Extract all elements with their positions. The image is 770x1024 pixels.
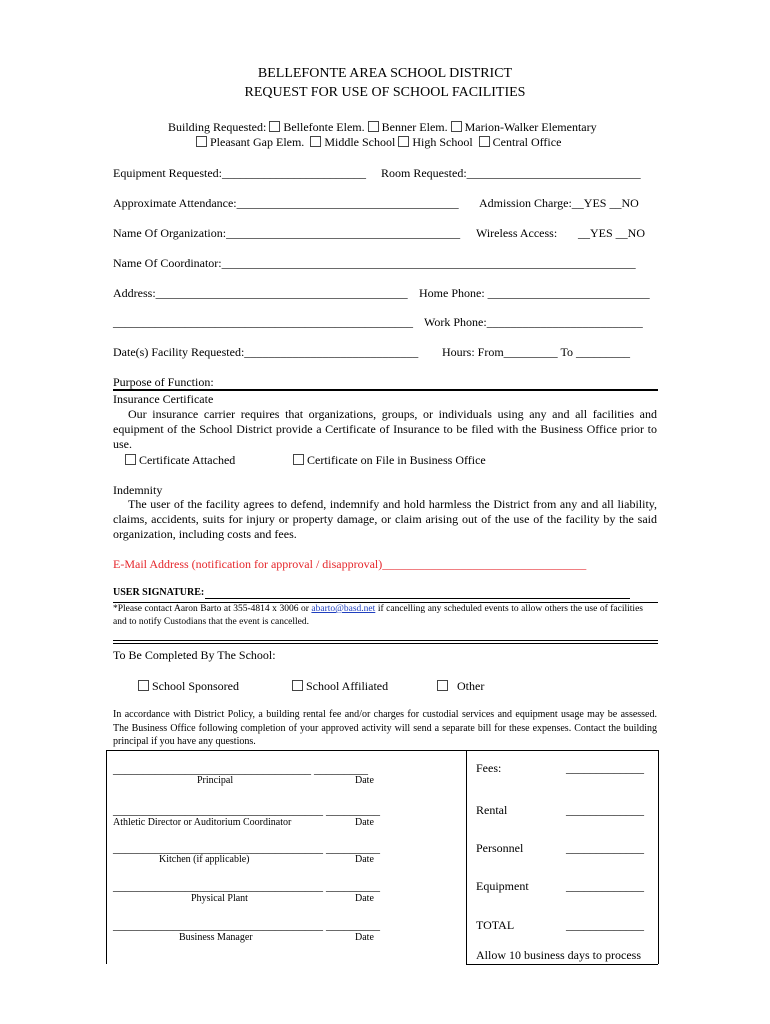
email-address-field[interactable]: E-Mail Address (notification for approval / disapproval)__________________________________ — [113, 557, 587, 571]
school-sponsored-option[interactable]: School Sponsored — [138, 679, 239, 694]
checkbox[interactable] — [293, 454, 304, 465]
purpose-line — [113, 389, 658, 391]
building-option-central-office[interactable]: Central Office — [479, 135, 562, 149]
room-requested-field[interactable]: Room Requested:_____________________________ — [381, 166, 641, 180]
approvals-box-right — [658, 750, 659, 964]
checkbox[interactable] — [196, 136, 207, 147]
hours-field[interactable]: Hours: From_________ To _________ — [442, 345, 630, 359]
certificate-attached-option[interactable]: Certificate Attached — [125, 453, 235, 468]
processing-time-note: Allow 10 business days to process — [476, 948, 641, 962]
approvals-box-divider — [466, 750, 467, 964]
other-option[interactable]: Other — [437, 679, 484, 694]
purpose-label: Purpose of Function: — [113, 375, 214, 389]
checkbox[interactable] — [310, 136, 321, 147]
equipment-label: Equipment — [476, 879, 529, 893]
business-manager-signature-line[interactable]: ___________________________________ _________ — [113, 918, 380, 932]
insurance-body: Our insurance carrier requires that organizations, groups, or individuals using any and all facilities and equipment of the School District provide a Certificate of Insurance to be filed with the Business Office prior to use. — [113, 407, 657, 451]
business-manager-date-label: Date — [355, 932, 374, 943]
approvals-box-left — [106, 750, 107, 964]
address-line2-field[interactable]: __________________________________________________ — [113, 315, 413, 329]
kitchen-label: Kitchen (if applicable) — [159, 854, 250, 865]
equipment-requested-field[interactable]: Equipment Requested:________________________ — [113, 166, 366, 180]
wireless-access-label: Wireless Access: — [476, 226, 558, 240]
physical-plant-signature-line[interactable]: ___________________________________ _________ — [113, 879, 380, 893]
rental-label: Rental — [476, 803, 508, 817]
building-requested-label: Building Requested: — [168, 120, 267, 134]
form-title-request: REQUEST FOR USE OF SCHOOL FACILITIES — [244, 85, 526, 100]
athletic-director-label: Athletic Director or Auditorium Coordinator — [113, 817, 292, 828]
school-section-heading: To Be Completed By The School: — [113, 648, 276, 662]
user-signature-line[interactable] — [205, 598, 630, 599]
home-phone-field[interactable]: Home Phone: ___________________________ — [419, 286, 650, 300]
equipment-blank[interactable]: _____________ — [566, 879, 644, 893]
total-label: TOTAL — [476, 918, 515, 932]
principal-date-label: Date — [355, 775, 374, 786]
physical-plant-label: Physical Plant — [191, 893, 248, 904]
checkbox[interactable] — [451, 121, 462, 132]
physical-plant-date-label: Date — [355, 893, 374, 904]
checkbox[interactable] — [125, 454, 136, 465]
attendance-field[interactable]: Approximate Attendance:_____________________________________ — [113, 196, 459, 210]
principal-label: Principal — [197, 775, 234, 786]
checkbox[interactable] — [138, 680, 149, 691]
building-option-bellefonte[interactable]: Bellefonte Elem. — [269, 120, 364, 134]
business-manager-label: Business Manager — [179, 932, 253, 943]
total-blank[interactable]: _____________ — [566, 918, 644, 932]
checkbox[interactable] — [269, 121, 280, 132]
building-option-pleasant-gap[interactable]: Pleasant Gap Elem. — [196, 135, 304, 149]
athletic-director-signature-line[interactable]: ___________________________________ _________ — [113, 803, 380, 817]
address-field[interactable]: Address:__________________________________________ — [113, 286, 408, 300]
athletic-director-date-label: Date — [355, 817, 374, 828]
principal-signature-line[interactable]: _________________________________ _________ — [113, 762, 368, 776]
cancellation-note: *Please contact Aaron Barto at 355-4814 x 3006 or abarto@basd.net if cancelling any scheduled events to allow others the use of facilities and to notify Custodians that the event is cancelled. — [113, 604, 643, 627]
dates-requested-field[interactable]: Date(s) Facility Requested:_____________________________ — [113, 345, 419, 359]
school-affiliated-option[interactable]: School Affiliated — [292, 679, 388, 694]
fees-label: Fees: — [476, 761, 502, 775]
indemnity-heading: Indemnity — [113, 483, 163, 497]
note-box-bottom — [113, 640, 658, 641]
certificate-on-file-option[interactable]: Certificate on File in Business Office — [293, 453, 486, 468]
email-link[interactable]: abarto@basd.net — [311, 604, 376, 614]
form-title-district: BELLEFONTE AREA SCHOOL DISTRICT — [257, 66, 513, 81]
building-option-middle-school[interactable]: Middle School — [310, 135, 395, 149]
checkbox[interactable] — [292, 680, 303, 691]
fees-box-bottom — [466, 964, 658, 965]
wireless-access-options[interactable]: __YES __NO — [578, 226, 646, 240]
checkbox[interactable] — [368, 121, 379, 132]
district-policy-text: In accordance with District Policy, a building rental fee and/or charges for custodial services and equipment usage may be assessed. The Business Office following completion of your approved activity will send a separate bill for these expenses. Contact the building principal if you have any questions. — [113, 709, 657, 747]
admission-charge-field[interactable]: Admission Charge:__YES __NO — [479, 196, 639, 210]
checkbox[interactable] — [479, 136, 490, 147]
personnel-label: Personnel — [476, 841, 524, 855]
work-phone-field[interactable]: Work Phone:__________________________ — [424, 315, 643, 329]
building-option-high-school[interactable]: High School — [398, 135, 472, 149]
building-option-marion-walker[interactable]: Marion-Walker Elementary — [451, 120, 597, 134]
fees-blank[interactable]: _____________ — [566, 761, 644, 775]
organization-field[interactable]: Name Of Organization:_______________________________________ — [113, 226, 461, 240]
building-requested-row1 — [168, 120, 597, 135]
section-divider — [113, 643, 658, 644]
note-box-top — [113, 602, 658, 603]
building-requested-row2 — [196, 135, 561, 150]
approvals-box-top — [106, 750, 658, 751]
kitchen-signature-line[interactable]: ___________________________________ _________ — [113, 841, 380, 855]
kitchen-date-label: Date — [355, 854, 374, 865]
checkbox[interactable] — [437, 680, 448, 691]
checkbox[interactable] — [398, 136, 409, 147]
rental-blank[interactable]: _____________ — [566, 803, 644, 817]
building-option-benner[interactable]: Benner Elem. — [368, 120, 448, 134]
personnel-blank[interactable]: _____________ — [566, 841, 644, 855]
indemnity-body: The user of the facility agrees to defend, indemnify and hold harmless the District from any and all liability, claims, accidents, suits for injury or property damage, or claim arising out of the use of the facility by the said organization, including costs and fees. — [113, 497, 657, 541]
user-signature-label: USER SIGNATURE: — [113, 587, 205, 598]
insurance-heading: Insurance Certificate — [113, 392, 214, 406]
coordinator-field[interactable]: Name Of Coordinator:_____________________________________________________________________ — [113, 256, 636, 270]
